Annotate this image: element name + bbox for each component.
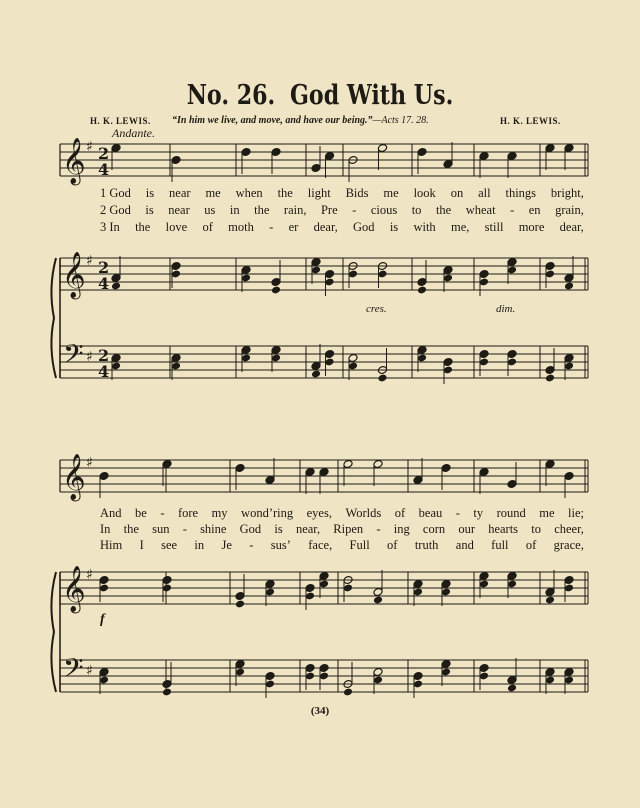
lyric-word: near — [169, 186, 191, 200]
note-head-chord — [271, 286, 281, 295]
lyric-word: rain, — [283, 203, 307, 217]
key-signature-sharp: ♯ — [86, 455, 93, 471]
dynamic-dim: dim. — [496, 303, 516, 315]
lyric-word: round — [496, 506, 526, 520]
lyric-word: fore — [177, 506, 199, 520]
lyric-word: us — [204, 203, 216, 217]
scripture-reference: —Acts 17. 28. — [372, 115, 429, 126]
lyric-word: be — [135, 506, 147, 520]
lyric-word: more — [518, 220, 545, 234]
lyric-word: in — [229, 203, 240, 217]
lyric-word: our — [458, 522, 475, 536]
lyric-word: Je — [221, 538, 232, 552]
lyric-word: cheer, — [554, 522, 584, 536]
lyric-word: dear, — [313, 220, 338, 234]
lyric-line-s2-v3 — [100, 538, 584, 553]
lyric-word: lie; — [568, 506, 584, 520]
note-head-chord — [545, 374, 555, 383]
note-head-chord — [235, 600, 245, 609]
lyric-word: ty — [473, 506, 484, 520]
lyric-word: In — [100, 522, 111, 536]
note-head-chord — [311, 370, 321, 379]
lyric-word: Ripen — [333, 522, 364, 536]
lyric-word: the — [435, 203, 452, 217]
hymn-number: No. 26. — [186, 80, 276, 111]
lyric-word: me — [539, 506, 555, 520]
lyric-line-s1-v2 — [100, 203, 584, 218]
lyric-word: with — [413, 220, 436, 234]
lyric-word: near, — [295, 522, 321, 536]
lyric-word: hearts — [488, 522, 519, 536]
lyric-word: shine — [200, 522, 227, 536]
lyric-word: love — [165, 220, 188, 234]
lyric-word: God — [353, 220, 375, 234]
note-head-chord — [564, 282, 574, 291]
lyric-word: Bids — [345, 186, 369, 200]
lyric-word: things — [505, 186, 537, 200]
lyric-word: and — [455, 538, 474, 552]
key-signature-sharp: ♯ — [86, 139, 93, 155]
time-signature-bottom: 4 — [98, 274, 110, 293]
lyric-word: me — [383, 186, 399, 200]
lyric-word: cious — [370, 203, 398, 217]
dynamic-forte: f — [100, 612, 105, 627]
lyric-word: is — [274, 522, 283, 536]
lyric-word: the — [123, 522, 139, 536]
lyric-word: near — [168, 203, 190, 217]
lyric-word: see — [161, 538, 178, 552]
lyric-word: beau — [418, 506, 443, 520]
lyric-word: of — [525, 538, 537, 552]
lyric-word: corn — [422, 522, 446, 536]
lyric-word: sus’ — [270, 538, 291, 552]
lyric-word: when — [235, 186, 263, 200]
lyric-word: - — [269, 220, 274, 234]
key-signature-sharp: ♯ — [86, 349, 93, 365]
lyric-word: Full — [349, 538, 370, 552]
treble-clef: 𝄞 — [62, 138, 86, 184]
dynamic-cres: cres. — [366, 303, 387, 315]
lyric-word: me, — [450, 220, 470, 234]
key-signature-sharp: ♯ — [86, 663, 93, 679]
lyric-word: all — [478, 186, 491, 200]
lyric-word: en — [528, 203, 541, 217]
lyric-word: - — [510, 203, 515, 217]
lyric-word: - — [249, 538, 254, 552]
lyric-word: moth — [228, 220, 254, 234]
note-head-chord — [373, 596, 383, 605]
lyric-word: of — [202, 220, 213, 234]
music-credit: H. K. LEWIS. — [500, 116, 561, 126]
lyric-word: the — [254, 203, 270, 217]
tempo-marking: Andante. — [112, 126, 155, 140]
lyric-word: - — [352, 203, 357, 217]
lyric-word: 3 In — [100, 220, 120, 234]
note-head-chord — [162, 688, 172, 697]
lyric-word: 2 God — [100, 203, 131, 217]
lyric-word: full — [491, 538, 509, 552]
lyric-word: of — [387, 538, 398, 552]
lyric-word: eyes, — [306, 506, 332, 520]
lyric-word: face, — [308, 538, 333, 552]
note-head-chord — [545, 596, 555, 605]
words-credit: H. K. LEWIS. — [90, 116, 151, 126]
lyric-word: truth — [414, 538, 439, 552]
lyric-line-s1-v1 — [100, 186, 584, 201]
lyric-word: is — [389, 220, 399, 234]
note-head-chord — [377, 374, 387, 383]
lyric-word: - — [160, 506, 165, 520]
lyric-word: 1 God — [100, 186, 131, 200]
lyric-word: the — [277, 186, 293, 200]
lyric-word: Worlds — [345, 506, 382, 520]
lyric-word: dear, — [559, 220, 584, 234]
lyric-word: still — [484, 220, 504, 234]
lyric-word: in — [194, 538, 205, 552]
hymn-name: God With Us. — [290, 80, 454, 111]
lyric-word: the — [135, 220, 151, 234]
time-signature-top: 2 — [98, 346, 110, 365]
lyric-word: ing — [393, 522, 410, 536]
lyric-word: my — [211, 506, 228, 520]
lyric-word: - — [455, 506, 460, 520]
lyric-word: Pre — [320, 203, 338, 217]
lyric-word: of — [394, 506, 406, 520]
lyric-line-s2-v2 — [100, 522, 584, 537]
lyric-word: to — [531, 522, 541, 536]
treble-clef: 𝄞 — [62, 566, 86, 612]
time-signature-bottom: 4 — [98, 362, 110, 381]
bass-clef: 𝄢 — [63, 338, 84, 376]
lyric-word: - — [182, 522, 187, 536]
time-signature-bottom: 4 — [98, 160, 110, 179]
lyric-word: on — [450, 186, 464, 200]
lyric-word: wond’ring — [241, 506, 294, 520]
lyric-word: Him — [100, 538, 123, 552]
lyric-word: me — [205, 186, 221, 200]
lyric-line-s1-v3 — [100, 220, 584, 235]
time-signature-top: 2 — [98, 258, 110, 277]
piano-brace — [51, 572, 56, 692]
key-signature-sharp: ♯ — [86, 253, 93, 269]
treble-clef: 𝄞 — [62, 454, 86, 500]
treble-clef: 𝄞 — [62, 252, 86, 298]
epigraph-quote: “In him we live, and move, and have our being.” — [172, 115, 373, 126]
piano-brace — [51, 258, 56, 378]
page-number: (34) — [310, 705, 330, 717]
note-head-chord — [507, 684, 517, 693]
lyric-word: grain, — [555, 203, 584, 217]
lyric-word: is — [145, 186, 155, 200]
note-head-chord — [417, 286, 427, 295]
note-head-chord — [343, 688, 353, 697]
lyric-word: grace, — [553, 538, 584, 552]
bass-clef: 𝄢 — [63, 652, 84, 690]
key-signature-sharp: ♯ — [86, 567, 93, 583]
lyric-word: light — [307, 186, 331, 200]
lyric-word: - — [376, 522, 381, 536]
lyric-word: And — [100, 506, 122, 520]
lyric-word: er — [288, 220, 299, 234]
lyric-line-s2-v1 — [100, 506, 584, 521]
lyric-word: to — [411, 203, 422, 217]
lyric-word: God — [239, 522, 262, 536]
lyric-word: sun — [152, 522, 170, 536]
lyric-word: look — [413, 186, 436, 200]
note-head-chord — [111, 282, 121, 291]
lyric-word: wheat — [465, 203, 496, 217]
lyric-word: bright, — [550, 186, 584, 200]
lyric-word: is — [145, 203, 154, 217]
lyric-word: I — [139, 538, 144, 552]
time-signature-top: 2 — [98, 144, 110, 163]
